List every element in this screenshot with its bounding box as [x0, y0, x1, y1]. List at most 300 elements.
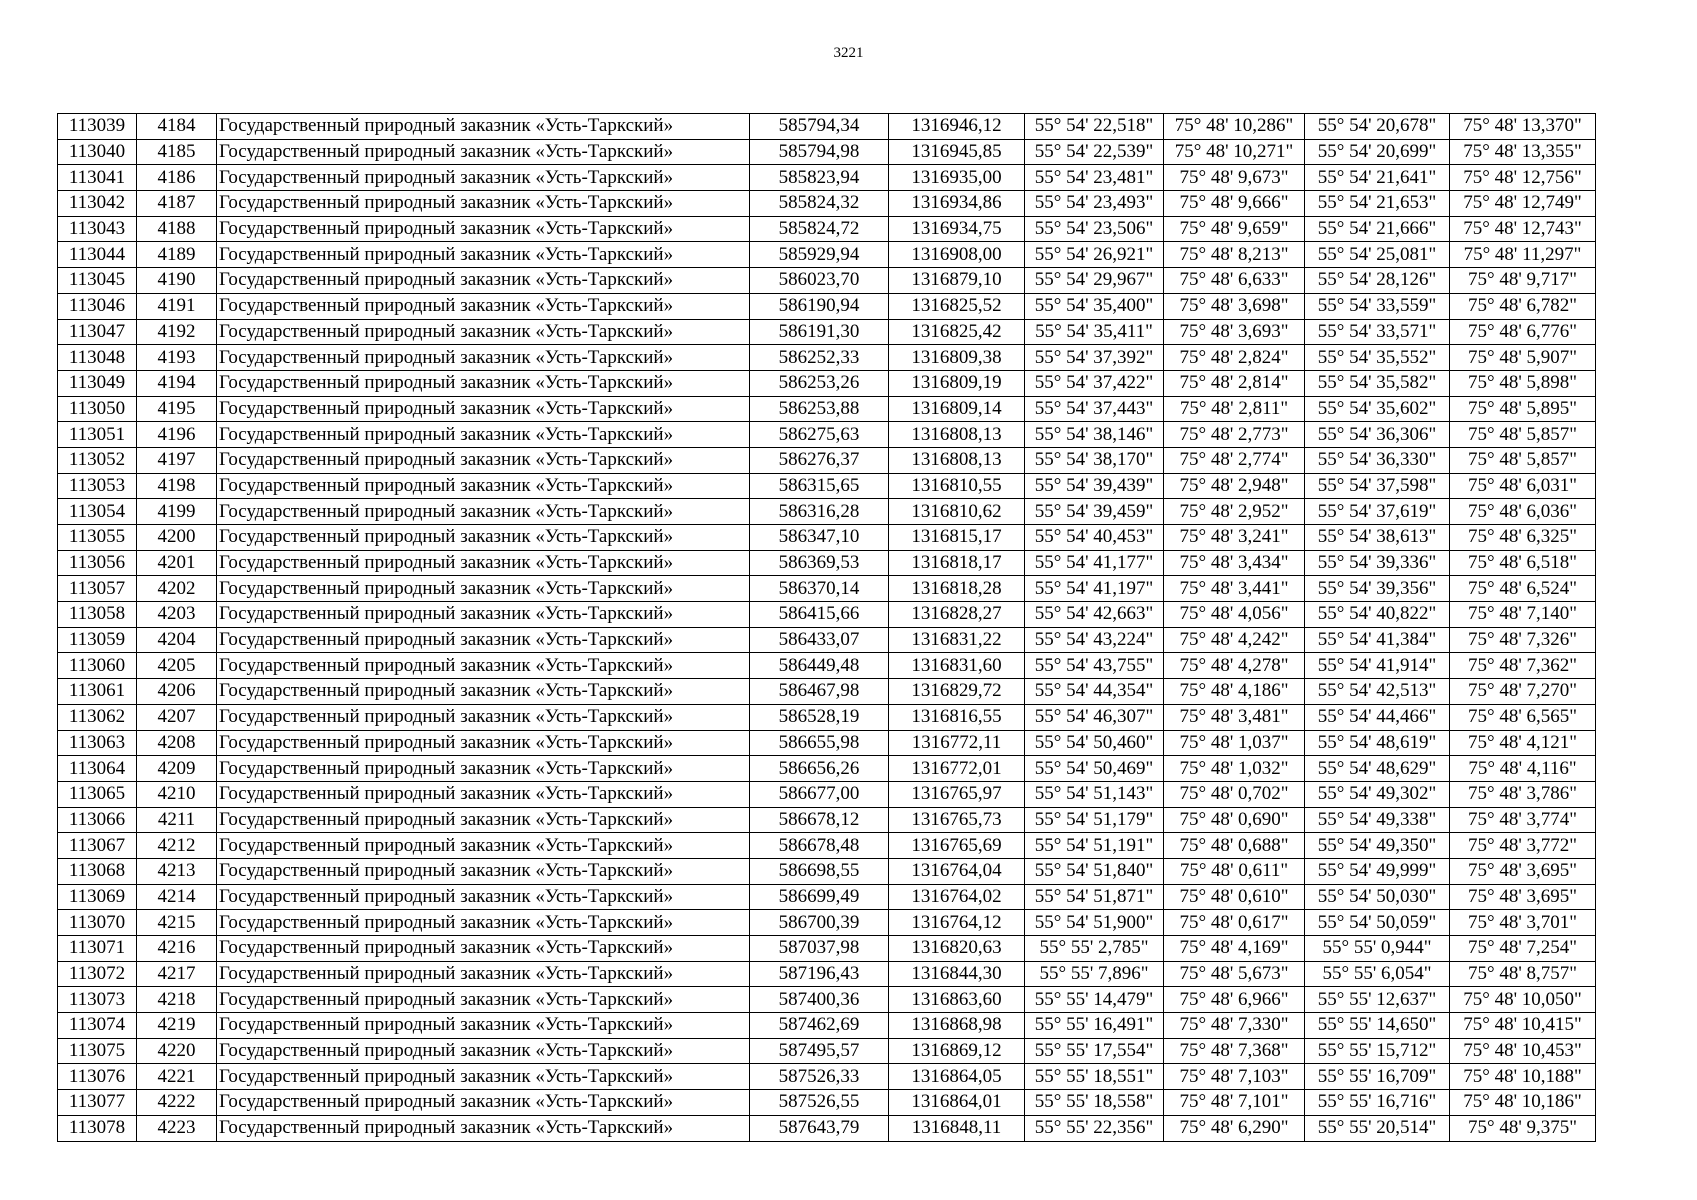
table-row [58, 730, 1596, 756]
object-name-cell: Государственный природный заказник «Усть-Таркский» [217, 781, 750, 807]
point-number-cell: 4211 [137, 807, 217, 833]
x-coordinate-cell: 586253,26 [750, 370, 889, 396]
latitude-1-cell: 55° 54' 35,400" [1025, 293, 1164, 319]
object-name-cell: Государственный природный заказник «Усть-Таркский» [217, 319, 750, 345]
object-name-cell: Государственный природный заказник «Усть-Таркский» [217, 910, 750, 936]
latitude-2-cell: 55° 55' 12,637" [1305, 987, 1450, 1013]
longitude-1-cell: 75° 48' 3,241" [1164, 525, 1305, 551]
latitude-2-cell: 55° 54' 35,602" [1305, 396, 1450, 422]
object-name-cell: Государственный природный заказник «Усть-Таркский» [217, 216, 750, 242]
table-row [58, 268, 1596, 294]
table-row [58, 499, 1596, 525]
longitude-1-cell: 75° 48' 0,690" [1164, 807, 1305, 833]
longitude-2-cell: 75° 48' 4,116" [1450, 756, 1596, 782]
record-id-cell: 113045 [58, 268, 137, 294]
table-row [58, 139, 1596, 165]
y-coordinate-cell: 1316818,17 [889, 550, 1025, 576]
latitude-1-cell: 55° 55' 2,785" [1025, 936, 1164, 962]
x-coordinate-cell: 587643,79 [750, 1115, 889, 1141]
table-row [58, 884, 1596, 910]
latitude-2-cell: 55° 54' 33,559" [1305, 293, 1450, 319]
record-id-cell: 113060 [58, 653, 137, 679]
longitude-2-cell: 75° 48' 5,895" [1450, 396, 1596, 422]
latitude-2-cell: 55° 54' 50,059" [1305, 910, 1450, 936]
point-number-cell: 4219 [137, 1013, 217, 1039]
x-coordinate-cell: 585824,32 [750, 191, 889, 217]
longitude-2-cell: 75° 48' 10,415" [1450, 1013, 1596, 1039]
longitude-2-cell: 75° 48' 6,782" [1450, 293, 1596, 319]
longitude-1-cell: 75° 48' 0,610" [1164, 884, 1305, 910]
table-row [58, 1038, 1596, 1064]
latitude-1-cell: 55° 54' 44,354" [1025, 679, 1164, 705]
y-coordinate-cell: 1316820,63 [889, 936, 1025, 962]
table-row [58, 1064, 1596, 1090]
point-number-cell: 4221 [137, 1064, 217, 1090]
point-number-cell: 4205 [137, 653, 217, 679]
page-number: 3221 [833, 45, 864, 61]
latitude-2-cell: 55° 54' 49,999" [1305, 858, 1450, 884]
object-name-cell: Государственный природный заказник «Усть-Таркский» [217, 345, 750, 371]
latitude-1-cell: 55° 54' 51,179" [1025, 807, 1164, 833]
latitude-2-cell: 55° 54' 21,666" [1305, 216, 1450, 242]
table-row [58, 756, 1596, 782]
object-name-cell: Государственный природный заказник «Усть-Таркский» [217, 679, 750, 705]
longitude-1-cell: 75° 48' 4,186" [1164, 679, 1305, 705]
y-coordinate-cell: 1316764,04 [889, 858, 1025, 884]
y-coordinate-cell: 1316935,00 [889, 165, 1025, 191]
point-number-cell: 4223 [137, 1115, 217, 1141]
latitude-1-cell: 55° 54' 23,481" [1025, 165, 1164, 191]
record-id-cell: 113059 [58, 627, 137, 653]
latitude-2-cell: 55° 54' 42,513" [1305, 679, 1450, 705]
x-coordinate-cell: 586253,88 [750, 396, 889, 422]
x-coordinate-cell: 587462,69 [750, 1013, 889, 1039]
x-coordinate-cell: 587037,98 [750, 936, 889, 962]
latitude-1-cell: 55° 54' 40,453" [1025, 525, 1164, 551]
point-number-cell: 4197 [137, 447, 217, 473]
table-row [58, 422, 1596, 448]
x-coordinate-cell: 585823,94 [750, 165, 889, 191]
record-id-cell: 113063 [58, 730, 137, 756]
record-id-cell: 113040 [58, 139, 137, 165]
table-row [58, 807, 1596, 833]
table-row [58, 473, 1596, 499]
longitude-2-cell: 75° 48' 7,254" [1450, 936, 1596, 962]
y-coordinate-cell: 1316765,69 [889, 833, 1025, 859]
longitude-2-cell: 75° 48' 7,140" [1450, 602, 1596, 628]
latitude-2-cell: 55° 55' 0,944" [1305, 936, 1450, 962]
point-number-cell: 4199 [137, 499, 217, 525]
table-row [58, 602, 1596, 628]
longitude-2-cell: 75° 48' 11,297" [1450, 242, 1596, 268]
object-name-cell: Государственный природный заказник «Усть-Таркский» [217, 550, 750, 576]
longitude-1-cell: 75° 48' 8,213" [1164, 242, 1305, 268]
longitude-1-cell: 75° 48' 4,242" [1164, 627, 1305, 653]
y-coordinate-cell: 1316808,13 [889, 447, 1025, 473]
longitude-2-cell: 75° 48' 10,050" [1450, 987, 1596, 1013]
record-id-cell: 113072 [58, 961, 137, 987]
record-id-cell: 113048 [58, 345, 137, 371]
latitude-1-cell: 55° 54' 26,921" [1025, 242, 1164, 268]
object-name-cell: Государственный природный заказник «Усть-Таркский» [217, 268, 750, 294]
x-coordinate-cell: 586190,94 [750, 293, 889, 319]
latitude-1-cell: 55° 54' 38,170" [1025, 447, 1164, 473]
longitude-2-cell: 75° 48' 10,188" [1450, 1064, 1596, 1090]
y-coordinate-cell: 1316809,19 [889, 370, 1025, 396]
longitude-1-cell: 75° 48' 7,101" [1164, 1090, 1305, 1116]
record-id-cell: 113069 [58, 884, 137, 910]
latitude-1-cell: 55° 54' 51,840" [1025, 858, 1164, 884]
latitude-2-cell: 55° 54' 39,356" [1305, 576, 1450, 602]
y-coordinate-cell: 1316934,86 [889, 191, 1025, 217]
y-coordinate-cell: 1316825,42 [889, 319, 1025, 345]
object-name-cell: Государственный природный заказник «Усть-Таркский» [217, 1090, 750, 1116]
longitude-1-cell: 75° 48' 10,271" [1164, 139, 1305, 165]
x-coordinate-cell: 585794,34 [750, 114, 889, 140]
longitude-1-cell: 75° 48' 0,688" [1164, 833, 1305, 859]
object-name-cell: Государственный природный заказник «Усть-Таркский» [217, 396, 750, 422]
y-coordinate-cell: 1316945,85 [889, 139, 1025, 165]
longitude-2-cell: 75° 48' 3,701" [1450, 910, 1596, 936]
latitude-1-cell: 55° 54' 51,900" [1025, 910, 1164, 936]
latitude-2-cell: 55° 54' 35,552" [1305, 345, 1450, 371]
table-row [58, 858, 1596, 884]
latitude-2-cell: 55° 55' 16,709" [1305, 1064, 1450, 1090]
x-coordinate-cell: 586449,48 [750, 653, 889, 679]
x-coordinate-cell: 586415,66 [750, 602, 889, 628]
latitude-1-cell: 55° 54' 51,143" [1025, 781, 1164, 807]
table-row [58, 165, 1596, 191]
point-number-cell: 4204 [137, 627, 217, 653]
object-name-cell: Государственный природный заказник «Усть-Таркский» [217, 165, 750, 191]
latitude-1-cell: 55° 54' 50,469" [1025, 756, 1164, 782]
record-id-cell: 113073 [58, 987, 137, 1013]
longitude-1-cell: 75° 48' 9,659" [1164, 216, 1305, 242]
y-coordinate-cell: 1316828,27 [889, 602, 1025, 628]
longitude-2-cell: 75° 48' 6,325" [1450, 525, 1596, 551]
x-coordinate-cell: 586698,55 [750, 858, 889, 884]
x-coordinate-cell: 586370,14 [750, 576, 889, 602]
y-coordinate-cell: 1316848,11 [889, 1115, 1025, 1141]
object-name-cell: Государственный природный заказник «Усть-Таркский» [217, 961, 750, 987]
record-id-cell: 113044 [58, 242, 137, 268]
latitude-1-cell: 55° 54' 46,307" [1025, 704, 1164, 730]
record-id-cell: 113068 [58, 858, 137, 884]
latitude-2-cell: 55° 54' 36,330" [1305, 447, 1450, 473]
x-coordinate-cell: 586315,65 [750, 473, 889, 499]
record-id-cell: 113064 [58, 756, 137, 782]
latitude-2-cell: 55° 55' 16,716" [1305, 1090, 1450, 1116]
y-coordinate-cell: 1316818,28 [889, 576, 1025, 602]
point-number-cell: 4217 [137, 961, 217, 987]
point-number-cell: 4208 [137, 730, 217, 756]
longitude-2-cell: 75° 48' 6,776" [1450, 319, 1596, 345]
record-id-cell: 113050 [58, 396, 137, 422]
longitude-1-cell: 75° 48' 4,169" [1164, 936, 1305, 962]
longitude-1-cell: 75° 48' 3,693" [1164, 319, 1305, 345]
point-number-cell: 4187 [137, 191, 217, 217]
latitude-1-cell: 55° 54' 22,539" [1025, 139, 1164, 165]
record-id-cell: 113054 [58, 499, 137, 525]
longitude-2-cell: 75° 48' 13,370" [1450, 114, 1596, 140]
table-row [58, 216, 1596, 242]
x-coordinate-cell: 586252,33 [750, 345, 889, 371]
y-coordinate-cell: 1316772,01 [889, 756, 1025, 782]
y-coordinate-cell: 1316864,01 [889, 1090, 1025, 1116]
point-number-cell: 4220 [137, 1038, 217, 1064]
object-name-cell: Государственный природный заказник «Усть-Таркский» [217, 704, 750, 730]
latitude-1-cell: 55° 55' 18,558" [1025, 1090, 1164, 1116]
y-coordinate-cell: 1316864,05 [889, 1064, 1025, 1090]
latitude-2-cell: 55° 54' 28,126" [1305, 268, 1450, 294]
table-row [58, 833, 1596, 859]
longitude-1-cell: 75° 48' 1,032" [1164, 756, 1305, 782]
record-id-cell: 113046 [58, 293, 137, 319]
longitude-2-cell: 75° 48' 4,121" [1450, 730, 1596, 756]
x-coordinate-cell: 585824,72 [750, 216, 889, 242]
point-number-cell: 4189 [137, 242, 217, 268]
longitude-1-cell: 75° 48' 4,056" [1164, 602, 1305, 628]
point-number-cell: 4203 [137, 602, 217, 628]
object-name-cell: Государственный природный заказник «Усть-Таркский» [217, 139, 750, 165]
latitude-1-cell: 55° 55' 18,551" [1025, 1064, 1164, 1090]
object-name-cell: Государственный природный заказник «Усть-Таркский» [217, 473, 750, 499]
longitude-2-cell: 75° 48' 9,375" [1450, 1115, 1596, 1141]
record-id-cell: 113071 [58, 936, 137, 962]
latitude-2-cell: 55° 54' 35,582" [1305, 370, 1450, 396]
table-row [58, 550, 1596, 576]
longitude-2-cell: 75° 48' 5,907" [1450, 345, 1596, 371]
longitude-1-cell: 75° 48' 3,698" [1164, 293, 1305, 319]
latitude-2-cell: 55° 54' 36,306" [1305, 422, 1450, 448]
table-row [58, 447, 1596, 473]
longitude-1-cell: 75° 48' 0,617" [1164, 910, 1305, 936]
longitude-2-cell: 75° 48' 3,786" [1450, 781, 1596, 807]
latitude-1-cell: 55° 55' 7,896" [1025, 961, 1164, 987]
latitude-1-cell: 55° 54' 51,191" [1025, 833, 1164, 859]
y-coordinate-cell: 1316946,12 [889, 114, 1025, 140]
latitude-2-cell: 55° 54' 33,571" [1305, 319, 1450, 345]
latitude-2-cell: 55° 55' 15,712" [1305, 1038, 1450, 1064]
latitude-2-cell: 55° 54' 39,336" [1305, 550, 1450, 576]
table-row [58, 936, 1596, 962]
table-body [58, 114, 1596, 1142]
object-name-cell: Государственный природный заказник «Усть-Таркский» [217, 627, 750, 653]
object-name-cell: Государственный природный заказник «Усть-Таркский» [217, 447, 750, 473]
latitude-2-cell: 55° 54' 50,030" [1305, 884, 1450, 910]
latitude-1-cell: 55° 54' 41,197" [1025, 576, 1164, 602]
x-coordinate-cell: 585794,98 [750, 139, 889, 165]
latitude-2-cell: 55° 54' 37,598" [1305, 473, 1450, 499]
y-coordinate-cell: 1316765,73 [889, 807, 1025, 833]
latitude-2-cell: 55° 54' 21,653" [1305, 191, 1450, 217]
record-id-cell: 113061 [58, 679, 137, 705]
y-coordinate-cell: 1316934,75 [889, 216, 1025, 242]
y-coordinate-cell: 1316863,60 [889, 987, 1025, 1013]
latitude-2-cell: 55° 54' 48,629" [1305, 756, 1450, 782]
x-coordinate-cell: 587400,36 [750, 987, 889, 1013]
y-coordinate-cell: 1316810,55 [889, 473, 1025, 499]
longitude-2-cell: 75° 48' 12,756" [1450, 165, 1596, 191]
x-coordinate-cell: 586528,19 [750, 704, 889, 730]
longitude-1-cell: 75° 48' 2,948" [1164, 473, 1305, 499]
point-number-cell: 4198 [137, 473, 217, 499]
latitude-1-cell: 55° 54' 50,460" [1025, 730, 1164, 756]
point-number-cell: 4209 [137, 756, 217, 782]
object-name-cell: Государственный природный заказник «Усть-Таркский» [217, 987, 750, 1013]
longitude-1-cell: 75° 48' 2,824" [1164, 345, 1305, 371]
point-number-cell: 4188 [137, 216, 217, 242]
x-coordinate-cell: 587526,55 [750, 1090, 889, 1116]
longitude-1-cell: 75° 48' 3,434" [1164, 550, 1305, 576]
table-row [58, 319, 1596, 345]
y-coordinate-cell: 1316831,60 [889, 653, 1025, 679]
point-number-cell: 4200 [137, 525, 217, 551]
table-row [58, 525, 1596, 551]
longitude-1-cell: 75° 48' 0,611" [1164, 858, 1305, 884]
object-name-cell: Государственный природный заказник «Усть-Таркский» [217, 833, 750, 859]
object-name-cell: Государственный природный заказник «Усть-Таркский» [217, 525, 750, 551]
table-row [58, 781, 1596, 807]
latitude-1-cell: 55° 54' 37,443" [1025, 396, 1164, 422]
record-id-cell: 113077 [58, 1090, 137, 1116]
table-row [58, 1013, 1596, 1039]
latitude-2-cell: 55° 54' 40,822" [1305, 602, 1450, 628]
table-row [58, 242, 1596, 268]
latitude-2-cell: 55° 55' 20,514" [1305, 1115, 1450, 1141]
longitude-1-cell: 75° 48' 9,666" [1164, 191, 1305, 217]
longitude-2-cell: 75° 48' 6,518" [1450, 550, 1596, 576]
longitude-2-cell: 75° 48' 10,453" [1450, 1038, 1596, 1064]
table-row [58, 345, 1596, 371]
object-name-cell: Государственный природный заказник «Усть-Таркский» [217, 730, 750, 756]
latitude-1-cell: 55° 54' 39,439" [1025, 473, 1164, 499]
y-coordinate-cell: 1316765,97 [889, 781, 1025, 807]
y-coordinate-cell: 1316815,17 [889, 525, 1025, 551]
latitude-2-cell: 55° 54' 20,678" [1305, 114, 1450, 140]
latitude-1-cell: 55° 54' 51,871" [1025, 884, 1164, 910]
point-number-cell: 4185 [137, 139, 217, 165]
record-id-cell: 113065 [58, 781, 137, 807]
latitude-1-cell: 55° 55' 22,356" [1025, 1115, 1164, 1141]
latitude-1-cell: 55° 54' 35,411" [1025, 319, 1164, 345]
longitude-1-cell: 75° 48' 3,481" [1164, 704, 1305, 730]
longitude-2-cell: 75° 48' 5,898" [1450, 370, 1596, 396]
table-row [58, 1090, 1596, 1116]
table-row [58, 576, 1596, 602]
object-name-cell: Государственный природный заказник «Усть-Таркский» [217, 191, 750, 217]
record-id-cell: 113076 [58, 1064, 137, 1090]
longitude-2-cell: 75° 48' 3,772" [1450, 833, 1596, 859]
point-number-cell: 4193 [137, 345, 217, 371]
object-name-cell: Государственный природный заказник «Усть-Таркский» [217, 1013, 750, 1039]
y-coordinate-cell: 1316825,52 [889, 293, 1025, 319]
point-number-cell: 4190 [137, 268, 217, 294]
longitude-2-cell: 75° 48' 12,749" [1450, 191, 1596, 217]
latitude-2-cell: 55° 54' 48,619" [1305, 730, 1450, 756]
record-id-cell: 113053 [58, 473, 137, 499]
longitude-1-cell: 75° 48' 9,673" [1164, 165, 1305, 191]
y-coordinate-cell: 1316869,12 [889, 1038, 1025, 1064]
table-row [58, 191, 1596, 217]
table-row [58, 679, 1596, 705]
x-coordinate-cell: 587526,33 [750, 1064, 889, 1090]
y-coordinate-cell: 1316808,13 [889, 422, 1025, 448]
x-coordinate-cell: 587495,57 [750, 1038, 889, 1064]
object-name-cell: Государственный природный заказник «Усть-Таркский» [217, 653, 750, 679]
record-id-cell: 113055 [58, 525, 137, 551]
table-row [58, 653, 1596, 679]
record-id-cell: 113042 [58, 191, 137, 217]
record-id-cell: 113052 [58, 447, 137, 473]
point-number-cell: 4194 [137, 370, 217, 396]
latitude-2-cell: 55° 54' 49,302" [1305, 781, 1450, 807]
y-coordinate-cell: 1316908,00 [889, 242, 1025, 268]
longitude-1-cell: 75° 48' 7,103" [1164, 1064, 1305, 1090]
latitude-2-cell: 55° 54' 41,914" [1305, 653, 1450, 679]
x-coordinate-cell: 586656,26 [750, 756, 889, 782]
point-number-cell: 4186 [137, 165, 217, 191]
x-coordinate-cell: 586347,10 [750, 525, 889, 551]
latitude-2-cell: 55° 54' 21,641" [1305, 165, 1450, 191]
record-id-cell: 113039 [58, 114, 137, 140]
object-name-cell: Государственный природный заказник «Усть-Таркский» [217, 576, 750, 602]
record-id-cell: 113058 [58, 602, 137, 628]
latitude-1-cell: 55° 54' 22,518" [1025, 114, 1164, 140]
longitude-2-cell: 75° 48' 3,695" [1450, 858, 1596, 884]
object-name-cell: Государственный природный заказник «Усть-Таркский» [217, 114, 750, 140]
latitude-1-cell: 55° 54' 23,493" [1025, 191, 1164, 217]
longitude-1-cell: 75° 48' 6,290" [1164, 1115, 1305, 1141]
latitude-2-cell: 55° 54' 41,384" [1305, 627, 1450, 653]
x-coordinate-cell: 586276,37 [750, 447, 889, 473]
longitude-1-cell: 75° 48' 6,966" [1164, 987, 1305, 1013]
y-coordinate-cell: 1316879,10 [889, 268, 1025, 294]
longitude-1-cell: 75° 48' 2,773" [1164, 422, 1305, 448]
latitude-1-cell: 55° 54' 42,663" [1025, 602, 1164, 628]
table-row [58, 704, 1596, 730]
x-coordinate-cell: 586023,70 [750, 268, 889, 294]
object-name-cell: Государственный природный заказник «Усть-Таркский» [217, 1064, 750, 1090]
latitude-2-cell: 55° 54' 25,081" [1305, 242, 1450, 268]
longitude-1-cell: 75° 48' 0,702" [1164, 781, 1305, 807]
object-name-cell: Государственный природный заказник «Усть-Таркский» [217, 936, 750, 962]
object-name-cell: Государственный природный заказник «Усть-Таркский» [217, 756, 750, 782]
y-coordinate-cell: 1316764,12 [889, 910, 1025, 936]
y-coordinate-cell: 1316831,22 [889, 627, 1025, 653]
table-row [58, 1115, 1596, 1141]
y-coordinate-cell: 1316810,62 [889, 499, 1025, 525]
record-id-cell: 113057 [58, 576, 137, 602]
point-number-cell: 4212 [137, 833, 217, 859]
latitude-1-cell: 55° 54' 39,459" [1025, 499, 1164, 525]
longitude-2-cell: 75° 48' 13,355" [1450, 139, 1596, 165]
latitude-1-cell: 55° 55' 16,491" [1025, 1013, 1164, 1039]
longitude-2-cell: 75° 48' 6,524" [1450, 576, 1596, 602]
x-coordinate-cell: 586678,48 [750, 833, 889, 859]
point-number-cell: 4207 [137, 704, 217, 730]
y-coordinate-cell: 1316809,38 [889, 345, 1025, 371]
longitude-1-cell: 75° 48' 2,811" [1164, 396, 1305, 422]
table-row [58, 910, 1596, 936]
y-coordinate-cell: 1316844,30 [889, 961, 1025, 987]
latitude-1-cell: 55° 55' 17,554" [1025, 1038, 1164, 1064]
longitude-2-cell: 75° 48' 7,270" [1450, 679, 1596, 705]
latitude-2-cell: 55° 54' 20,699" [1305, 139, 1450, 165]
table-row [58, 114, 1596, 140]
longitude-1-cell: 75° 48' 7,368" [1164, 1038, 1305, 1064]
longitude-2-cell: 75° 48' 3,695" [1450, 884, 1596, 910]
